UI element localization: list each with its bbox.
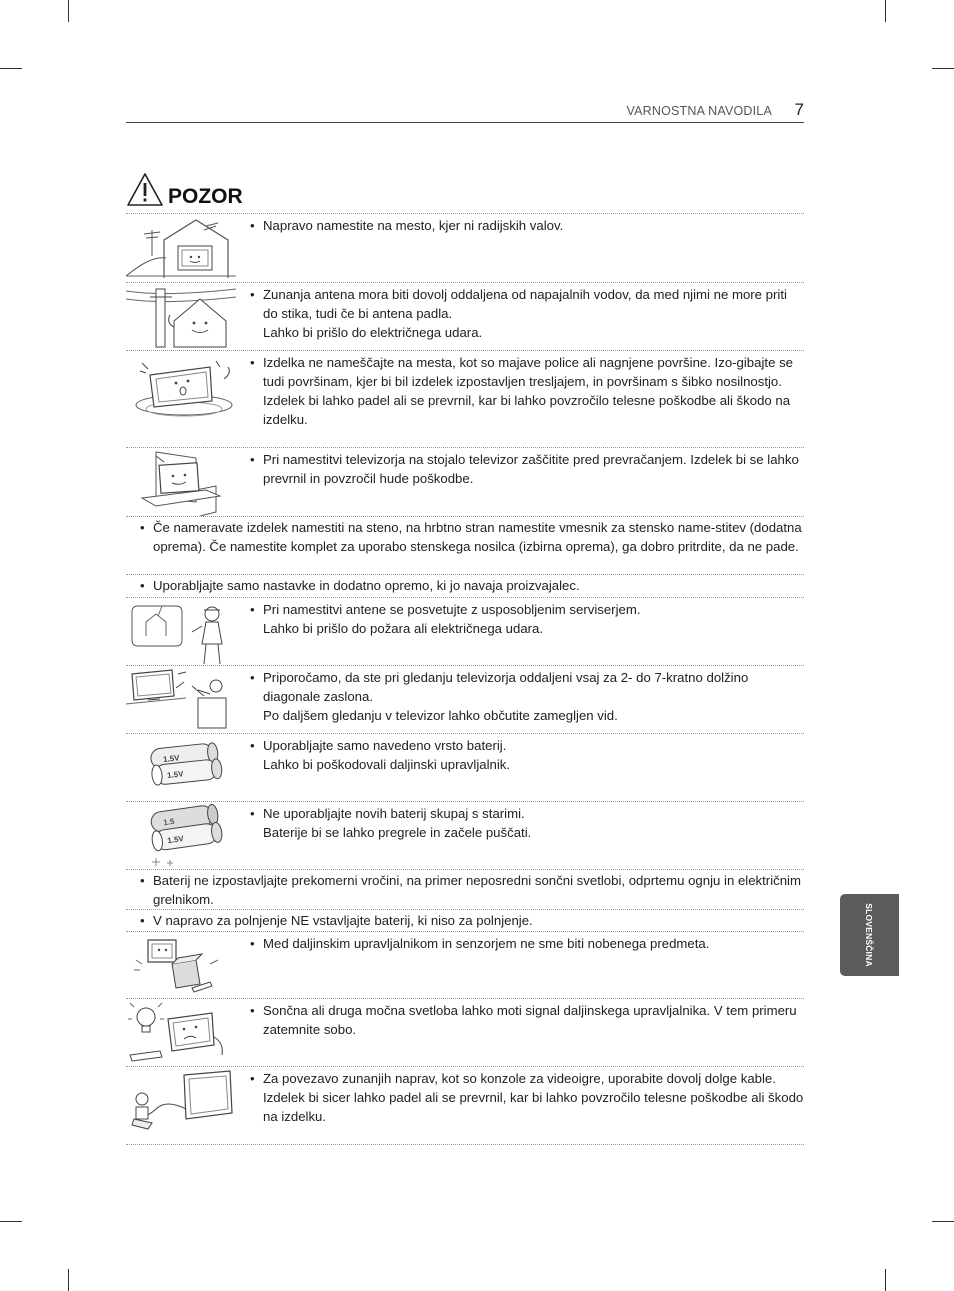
item-text: Po daljšem gledanju v televizor lahko občutite zamegljen vid.: [263, 708, 618, 723]
house-antenna-illustration: [126, 216, 236, 282]
list-item: • Pri namestitvi antene se posvetujte z usposobljenim serviserjem. Lahko bi prišlo do požara ali električnega udara.: [126, 598, 804, 666]
list-item: • Pri namestitvi televizorja na stojalo televizor zaščitite pred prevračanjem. Izdelek bi se lahko prevrnil in povzročil hude poškodbe.: [126, 448, 804, 517]
item-text: Zunanja antena mora biti dovolj oddaljena od napajalnih vodov, da med njimi ne more priti do stika, tudi če bi antena padla.: [263, 287, 787, 321]
battery-label: 1.5V: [166, 769, 184, 781]
item-text: Pri namestitvi televizorja na stojalo televizor zaščitite pred prevračanjem. Izdelek bi se lahko prevrnil in povzročil hude poškodbe.: [263, 452, 799, 486]
item-text: Izdelek bi sicer lahko padel ali se prevrnil, kar bi lahko povzročilo telesne poškodbe ali škodo na izdelku.: [263, 1090, 804, 1124]
list-item: 1.5V 1.5V • Uporabljajte samo navedeno vrsto baterij. Lahko bi poškodovali daljinski upravljalnik.: [126, 734, 804, 802]
battery-label: 1.5V: [166, 834, 185, 846]
item-text: V napravo za polnjenje NE vstavljajte baterij, ki niso za polnjenje.: [153, 913, 533, 928]
old-new-battery-icon: [126, 804, 236, 870]
item-text: Ne uporabljajte novih baterij skupaj s starimi.: [263, 806, 525, 821]
tv-stand-illustration: [126, 450, 236, 516]
list-item: • Izdelka ne nameščajte na mesta, kot so majave police ali nagnjene površine. Izo-gibajte se tudi površinam, kjer bi bil izdelek izpostavljen tresljajem, in površinam s šibko nosilnostjo. Izdelek bi lahko padel ali se prevrnil, kar bi lahko povzročilo telesne poškodbe ali škodo na izdelku.: [126, 351, 804, 448]
language-tab-label: SLOVENŠČINA: [864, 903, 874, 967]
item-text: Napravo namestite na mesto, kjer ni radijskih valov.: [263, 218, 564, 233]
page-number: 7: [794, 100, 804, 119]
item-text: Uporabljajte samo nastavke in dodatno opremo, ki jo navaja proizvajalec.: [153, 578, 580, 593]
crop-mark: [932, 1221, 954, 1222]
item-text: Baterij ne izpostavljajte prekomerni vročini, na primer neposredni sončni svetlobi, odprtemu ognju in električnim grelnikom.: [153, 873, 801, 907]
crop-mark: [68, 0, 69, 22]
item-text: Sončna ali druga močna svetloba lahko moti signal daljinskega upravljalnika. V tem primeru zatemnite sobo.: [263, 1003, 797, 1037]
list-item: • Sončna ali druga močna svetloba lahko moti signal daljinskega upravljalnika. V tem primeru zatemnite sobo.: [126, 999, 804, 1067]
antenna-technician-illustration: [126, 600, 236, 666]
list-item: • V napravo za polnjenje NE vstavljajte baterij, ki niso za polnjenje.: [126, 910, 804, 932]
language-tab: [840, 894, 899, 976]
page-title: POZOR: [168, 185, 243, 208]
svg-text:1.5: 1.5: [162, 816, 176, 828]
crop-mark: [0, 1221, 22, 1222]
item-text: Priporočamo, da ste pri gledanju televizorja oddaljeni vsaj za 2- do 7-kratno dolžino diagonale zaslona.: [263, 670, 749, 704]
list-item: • Če nameravate izdelek namestiti na steno, na hrbtno stran namestite vmesnik za stensko name-stitev (dodatna oprema). Če namestite komplet za uporabo stenskega nosilca (izbirna oprema), ga dobro pritrdite, da ne pade.: [126, 517, 804, 575]
list-item: • Napravo namestite na mesto, kjer ni radijskih valov.: [126, 214, 804, 283]
item-text: Če nameravate izdelek namestiti na steno, na hrbtno stran namestite vmesnik za stensko name-stitev (dodatna oprema). Če namestite komplet za uporabo stenskega nosilca (izbirna oprema), ga dobro pritrdite, da ne pade.: [153, 520, 802, 554]
crop-mark: [932, 68, 954, 69]
item-text: Lahko bi prišlo do električnega udara.: [263, 325, 483, 340]
list-item: • Priporočamo, da ste pri gledanju televizorja oddaljeni vsaj za 2- do 7-kratno dolžino diagonale zaslona. Po daljšem gledanju v televizor lahko občutite zamegljen vid.: [126, 666, 804, 734]
list-item: • Zunanja antena mora biti dovolj oddaljena od napajalnih vodov, da med njimi ne more priti do stika, tudi če bi antena padla. Lahko bi prišlo do električnega udara.: [126, 283, 804, 351]
section-name: VARNOSTNA NAVODILA: [626, 104, 772, 118]
list-item: 1.5 1.5V • Ne uporabljajte novih baterij skupaj s starimi. Baterije bi se lahko pregrele in začele puščati.: [126, 802, 804, 870]
list-item: • Uporabljajte samo nastavke in dodatno opremo, ki jo navaja proizvajalec.: [126, 575, 804, 598]
outdoor-antenna-powerline-illustration: [126, 285, 236, 350]
crop-mark: [885, 0, 886, 22]
caution-list: [126, 213, 804, 1145]
item-text: Za povezavo zunanjih naprav, kot so konzole za videoigre, uporabite dovolj dolge kable.: [263, 1071, 776, 1086]
tv-unstable-surface-illustration: [126, 353, 236, 425]
viewing-distance-illustration: [126, 668, 236, 734]
item-text: Izdelka ne nameščajte na mesta, kot so majave police ali nagnjene površine. Izo-gibajte se tudi površinam, kjer bi bil izdelek izpostavljen tresljajem, in površinam s šibko nosilnostjo.: [263, 355, 793, 389]
item-text: Baterije bi se lahko pregrele in začele puščati.: [263, 825, 532, 840]
item-text: Lahko bi prišlo do požara ali električnega udara.: [263, 621, 544, 636]
warning-triangle-icon: [126, 172, 164, 208]
list-item: • Med daljinskim upravljalnikom in senzorjem ne sme biti nobenega predmeta.: [126, 932, 804, 999]
crop-mark: [68, 1269, 69, 1291]
crop-mark: [885, 1269, 886, 1291]
caution-heading: [126, 172, 804, 212]
list-item: • Baterij ne izpostavljajte prekomerni vročini, na primer neposredni sončni svetlobi, odprtemu ognju in električnim grelnikom.: [126, 870, 804, 910]
crop-mark: [0, 68, 22, 69]
list-item: • Za povezavo zunanjih naprav, kot so konzole za videoigre, uporabite dovolj dolge kable. Izdelek bi sicer lahko padel ali se prevrnil, kar bi lahko povzročilo telesne poškodbe ali škodo na izdelku.: [126, 1067, 804, 1145]
item-text: Uporabljajte samo navedeno vrsto baterij.: [263, 738, 507, 753]
item-text: Med daljinskim upravljalnikom in senzorjem ne sme biti nobenega predmeta.: [263, 936, 710, 951]
battery-label: 1.5V: [162, 753, 180, 765]
page-header: [126, 100, 804, 123]
item-text: Izdelek bi lahko padel ali se prevrnil, kar bi lahko povzročilo telesne poškodbe ali škodo na izdelku.: [263, 393, 791, 427]
battery-icon: [126, 736, 236, 802]
remote-obstacle-illustration: [126, 934, 236, 998]
item-text: Pri namestitvi antene se posvetujte z usposobljenim serviserjem.: [263, 602, 641, 617]
item-text: Lahko bi poškodovali daljinski upravljalnik.: [263, 757, 511, 772]
console-cable-illustration: [126, 1069, 236, 1135]
strong-light-illustration: [126, 1001, 236, 1067]
